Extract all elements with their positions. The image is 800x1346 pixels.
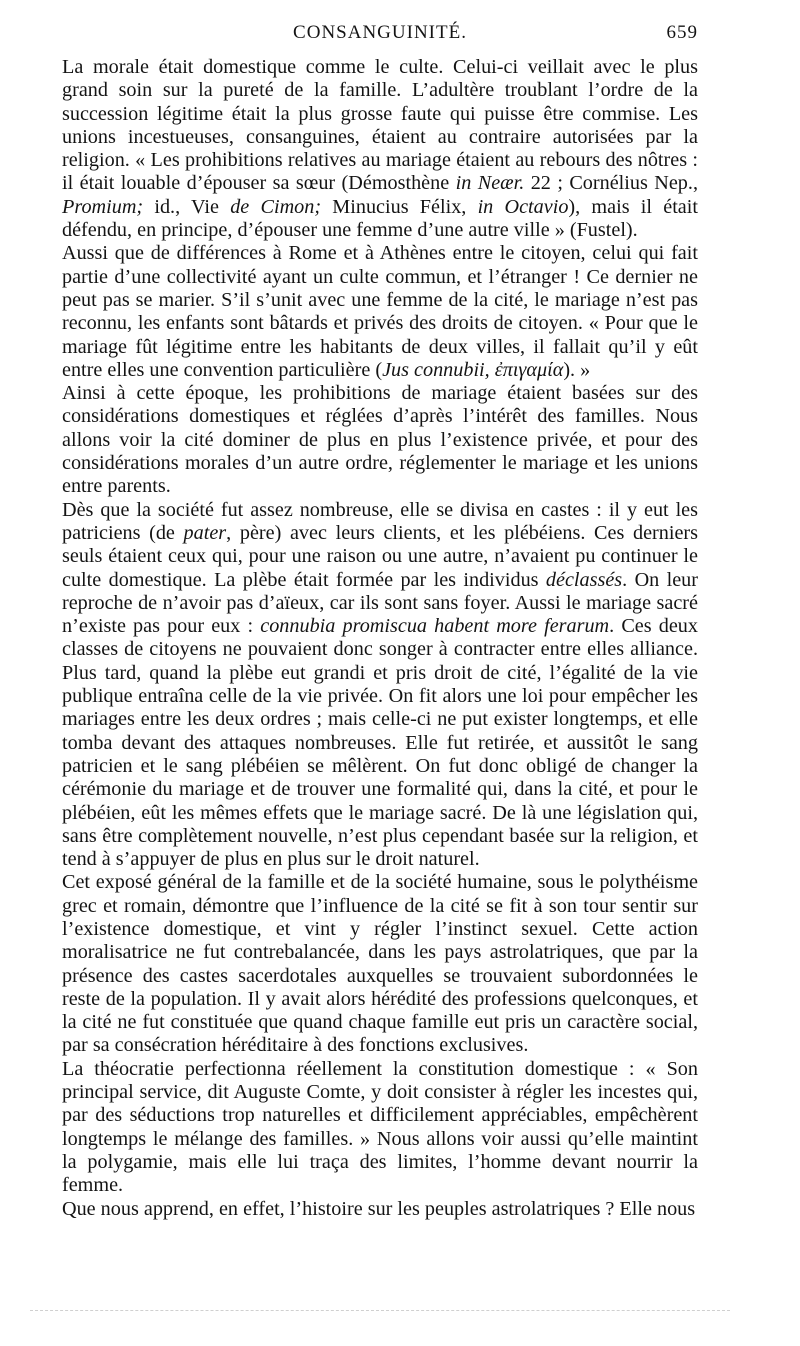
italic-text: in Neær. [455, 172, 525, 195]
italic-text: in Octavio [477, 195, 569, 218]
page-number: 659 [666, 22, 698, 43]
text-run: ), mais il était défendu, en principe, d’épouser une femme d’une autre ville » (Fustel). [62, 195, 698, 242]
text-run: Aussi que de différences à Rome et à Athènes entre le citoyen, celui qui fait partie d’une collectivité ayant un culte commun, et l’étranger ! Ce dernier ne peut pas se marier. S’il s’unit avec une femme de la cité, le mariage n’est pas reconnu, les enfants sont bâtards et privés des droits de citoyen. « Pour que le mariage fût légitime entre les habitants de deux villes, il fallait qu’il y eût entre elles une convention particulière ( [62, 242, 698, 381]
text-run: Que nous apprend, en effet, l’histoire sur les peuples astrolatriques ? Elle nous [62, 1197, 696, 1220]
italic-text: déclassés [545, 568, 623, 591]
running-head [62, 22, 698, 56]
text-run: La morale était domestique comme le culte. Celui-ci veillait avec le plus grand soin sur la pureté de la famille. L’adultère troublant l’ordre de la succession légitime était la plus grosse faute qui puisse être commise. Les unions incestueuses, consanguines, étaient au contraire autorisées par la religion. « Les prohibitions relatives au mariage étaient au rebours des nôtres : il était louable d’épouser sa sœur (Démosthène [62, 56, 698, 195]
text-run: Ainsi à cette époque, les prohibitions de mariage étaient basées sur des considérations domestiques et réglées d’après l’intérêt des familles. Nous allons voir la cité dominer de plus en plus l’existence privée, et pour des considérations morales d’un autre ordre, réglementer le mariage et les unions entre parents. [62, 382, 698, 498]
text-run: Minucius Félix, [321, 195, 478, 218]
text-run: . On leur reproche de n’avoir pas d’aïeux, car ils sont sans foyer. Aussi le mariage sacré n’existe pas pour eux : [62, 568, 698, 638]
running-title: CONSANGUINITÉ. [293, 22, 467, 43]
text-run: Dès que la société fut assez nombreuse, elle se divisa en castes : il y eut les patriciens (de [62, 498, 698, 544]
paragraph [62, 499, 698, 872]
paragraph [62, 1198, 698, 1221]
book-page [62, 22, 698, 1221]
paragraph [62, 1058, 698, 1198]
text-run: id., Vie [143, 195, 231, 218]
body-text [62, 56, 698, 1221]
text-run: ). » [563, 358, 591, 381]
text-run: La théocratie perfectionna réellement la constitution domestique : « Son principal service, dit Auguste Comte, y doit consister à régler les incestes qui, par des séductions trop naturelles et difficilement appréciables, empêchèrent longtemps le mélange des familles. » Nous allons voir aussi qu’elle maintint la polygamie, mais elle lui traça des limites, l’homme devant nourrir la femme. [62, 1057, 698, 1197]
text-run: , père) avec leurs clients, et les plébéiens. Ces derniers seuls étaient ceux qui, pour une raison ou une autre, n’avaient pu continuer le culte domestique. La plèbe était formée par les individus [62, 521, 699, 591]
paragraph [62, 871, 698, 1057]
text-run: Cet exposé général de la famille et de la société humaine, sous le polythéisme grec et romain, démontre que l’influence de la cité se fit à son tour sentir sur l’existence domestique, et vint y régler l’instinct sexuel. Cette action moralisatrice ne fut contrebalancée, dans les pays astrolatriques, que par la présence des castes sacerdotales auxquelles se trouvaient subordonnées le reste de la population. Il y avait alors hérédité des professions quelconques, et la cité ne fut constituée que quand chaque famille eut pris un caractère social, par sa consécration héréditaire à des fonctions exclusives. [62, 871, 698, 1057]
text-run: 22 ; Cornélius Nep., [524, 172, 698, 195]
italic-text: pater [183, 521, 227, 544]
paragraph [62, 382, 698, 498]
italic-text: de Cimon; [230, 195, 322, 218]
italic-text: Promium; [62, 195, 144, 218]
italic-text: connubia promiscua habent more ferarum [260, 615, 610, 638]
italic-text: Jus connubii, ἐπιγαμία [382, 358, 564, 381]
footer-rule [30, 1310, 730, 1311]
paragraph [62, 242, 698, 382]
text-run: . Ces deux classes de citoyens ne pouvaient donc songer à contracter entre elles alliance. Plus tard, quand la plèbe eut grandi et pris droit de cité, l’égalité de la vie publique entraîna celle de la vie privée. On fit alors une loi pour empêcher les mariages entre les deux ordres ; mais celle-ci ne put exister longtemps, et elle tomba devant des attaques nombreuses. Elle fut retirée, et aussitôt le sang patricien et le sang plébéien se mêlèrent. On fut donc obligé de changer la cérémonie du mariage et de trouver une formalité qui, dans la cité, et pour le plébéien, eût les mêmes effets que le mariage sacré. De là une législation qui, sans être complètement nouvelle, n’est plus cependant basée sur la religion, et tend à s’appuyer de plus en plus sur le droit naturel. [62, 615, 698, 871]
paragraph [62, 56, 698, 242]
